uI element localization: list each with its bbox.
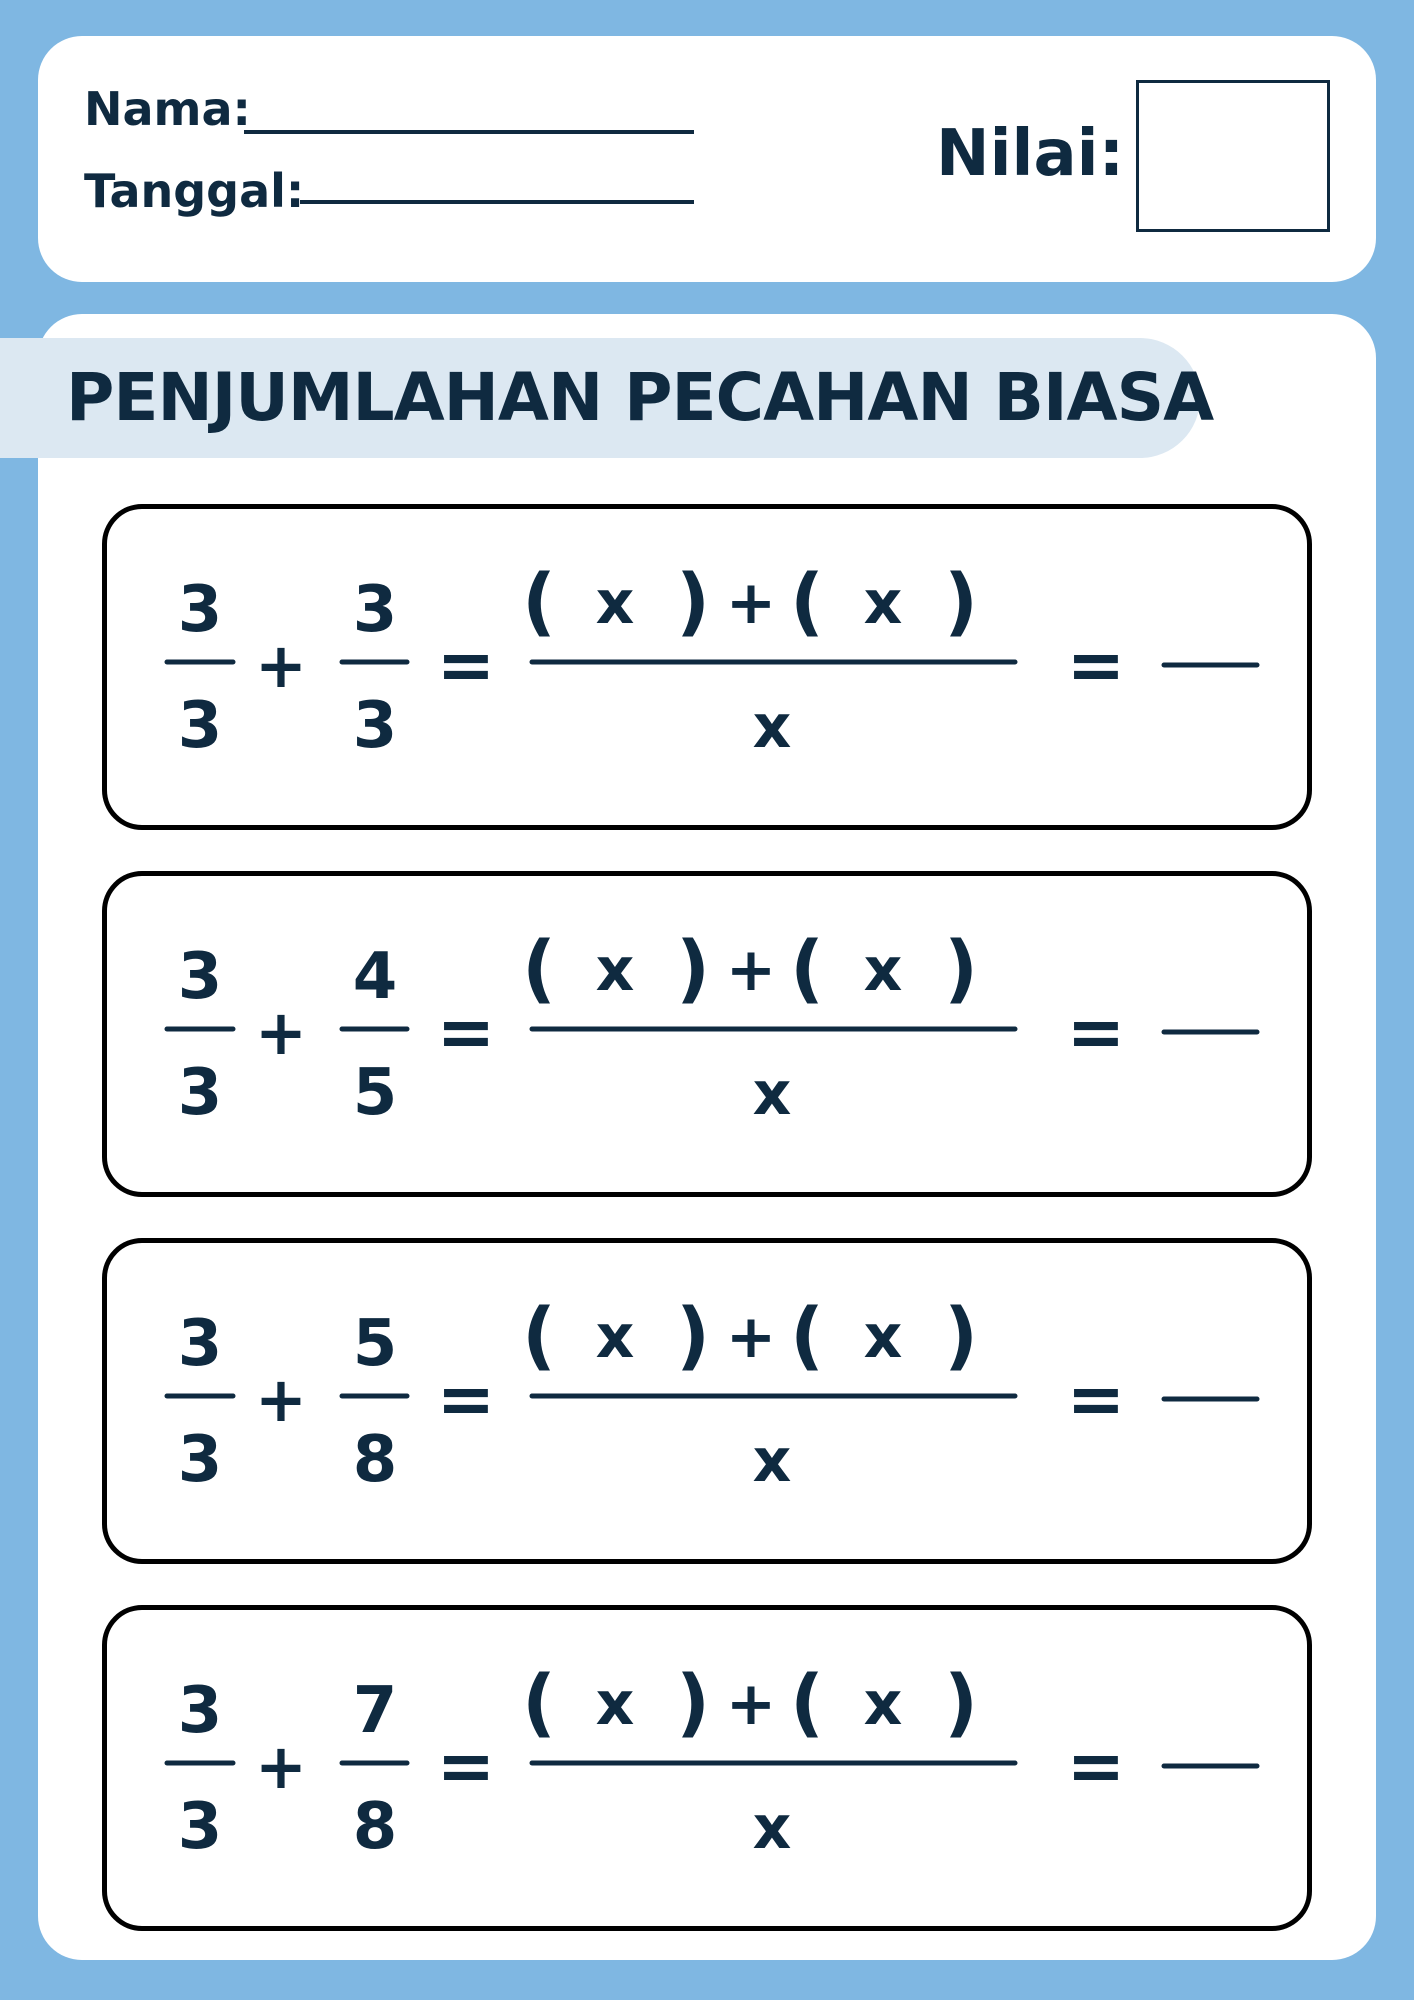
problem-4: [102, 1605, 1312, 1931]
fraction-a-denominator: 3: [177, 1056, 223, 1130]
close-paren: ): [676, 559, 710, 645]
equals-sign: =: [436, 991, 496, 1073]
equals-sign: =: [436, 624, 496, 706]
fraction-b-denominator: 8: [352, 1423, 398, 1497]
times-sign: x: [863, 935, 903, 1005]
plus-sign: +: [725, 568, 777, 638]
close-paren: ): [676, 1660, 710, 1746]
open-paren: (: [790, 1660, 824, 1746]
score-box[interactable]: [1136, 80, 1330, 232]
open-paren: (: [522, 926, 556, 1012]
equals-sign: =: [1066, 1358, 1126, 1440]
problem-equation: [107, 509, 1307, 825]
equals-sign: =: [436, 1725, 496, 1807]
times-sign: x: [752, 1059, 792, 1129]
times-sign: x: [863, 568, 903, 638]
open-paren: (: [522, 1660, 556, 1746]
name-label: Nama:: [84, 82, 251, 136]
close-paren: ): [944, 1293, 978, 1379]
open-paren: (: [522, 1293, 556, 1379]
fraction-b-denominator: 3: [352, 689, 398, 763]
close-paren: ): [944, 559, 978, 645]
close-paren: ): [944, 926, 978, 1012]
times-sign: x: [752, 692, 792, 762]
date-label: Tanggal:: [84, 164, 305, 218]
equals-sign: =: [1066, 1725, 1126, 1807]
plus-sign: +: [725, 935, 777, 1005]
date-field-line[interactable]: [300, 200, 694, 204]
fraction-b-numerator: 4: [352, 940, 398, 1014]
open-paren: (: [790, 926, 824, 1012]
open-paren: (: [790, 1293, 824, 1379]
fraction-a-numerator: 3: [177, 573, 223, 647]
plus-sign: +: [255, 996, 307, 1069]
problem-2: [102, 871, 1312, 1197]
times-sign: x: [752, 1426, 792, 1496]
fraction-b-denominator: 8: [352, 1790, 398, 1864]
times-sign: x: [595, 1669, 635, 1739]
close-paren: ): [676, 926, 710, 1012]
fraction-b-denominator: 5: [352, 1056, 398, 1130]
times-sign: x: [863, 1669, 903, 1739]
problem-equation: [107, 1243, 1307, 1559]
fraction-a-numerator: 3: [177, 940, 223, 1014]
fraction-b-numerator: 3: [352, 573, 398, 647]
fraction-a-numerator: 3: [177, 1674, 223, 1748]
close-paren: ): [676, 1293, 710, 1379]
fraction-a-numerator: 3: [177, 1307, 223, 1381]
problem-3: [102, 1238, 1312, 1564]
fraction-a-denominator: 3: [177, 1790, 223, 1864]
equals-sign: =: [1066, 624, 1126, 706]
open-paren: (: [522, 559, 556, 645]
times-sign: x: [752, 1793, 792, 1863]
times-sign: x: [595, 1302, 635, 1372]
fraction-a-denominator: 3: [177, 1423, 223, 1497]
equals-sign: =: [436, 1358, 496, 1440]
plus-sign: +: [725, 1669, 777, 1739]
times-sign: x: [863, 1302, 903, 1372]
worksheet-title: PENJUMLAHAN PECAHAN BIASA: [66, 359, 1214, 436]
fraction-b-numerator: 7: [352, 1674, 398, 1748]
plus-sign: +: [255, 1730, 307, 1803]
open-paren: (: [790, 559, 824, 645]
score-label: Nilai:: [936, 117, 1125, 191]
plus-sign: +: [725, 1302, 777, 1372]
problem-equation: [107, 876, 1307, 1192]
equals-sign: =: [1066, 991, 1126, 1073]
name-field-line[interactable]: [244, 130, 694, 134]
times-sign: x: [595, 568, 635, 638]
problem-1: [102, 504, 1312, 830]
fraction-b-numerator: 5: [352, 1307, 398, 1381]
fraction-a-denominator: 3: [177, 689, 223, 763]
plus-sign: +: [255, 1363, 307, 1436]
close-paren: ): [944, 1660, 978, 1746]
problem-equation: [107, 1610, 1307, 1926]
times-sign: x: [595, 935, 635, 1005]
plus-sign: +: [255, 629, 307, 702]
